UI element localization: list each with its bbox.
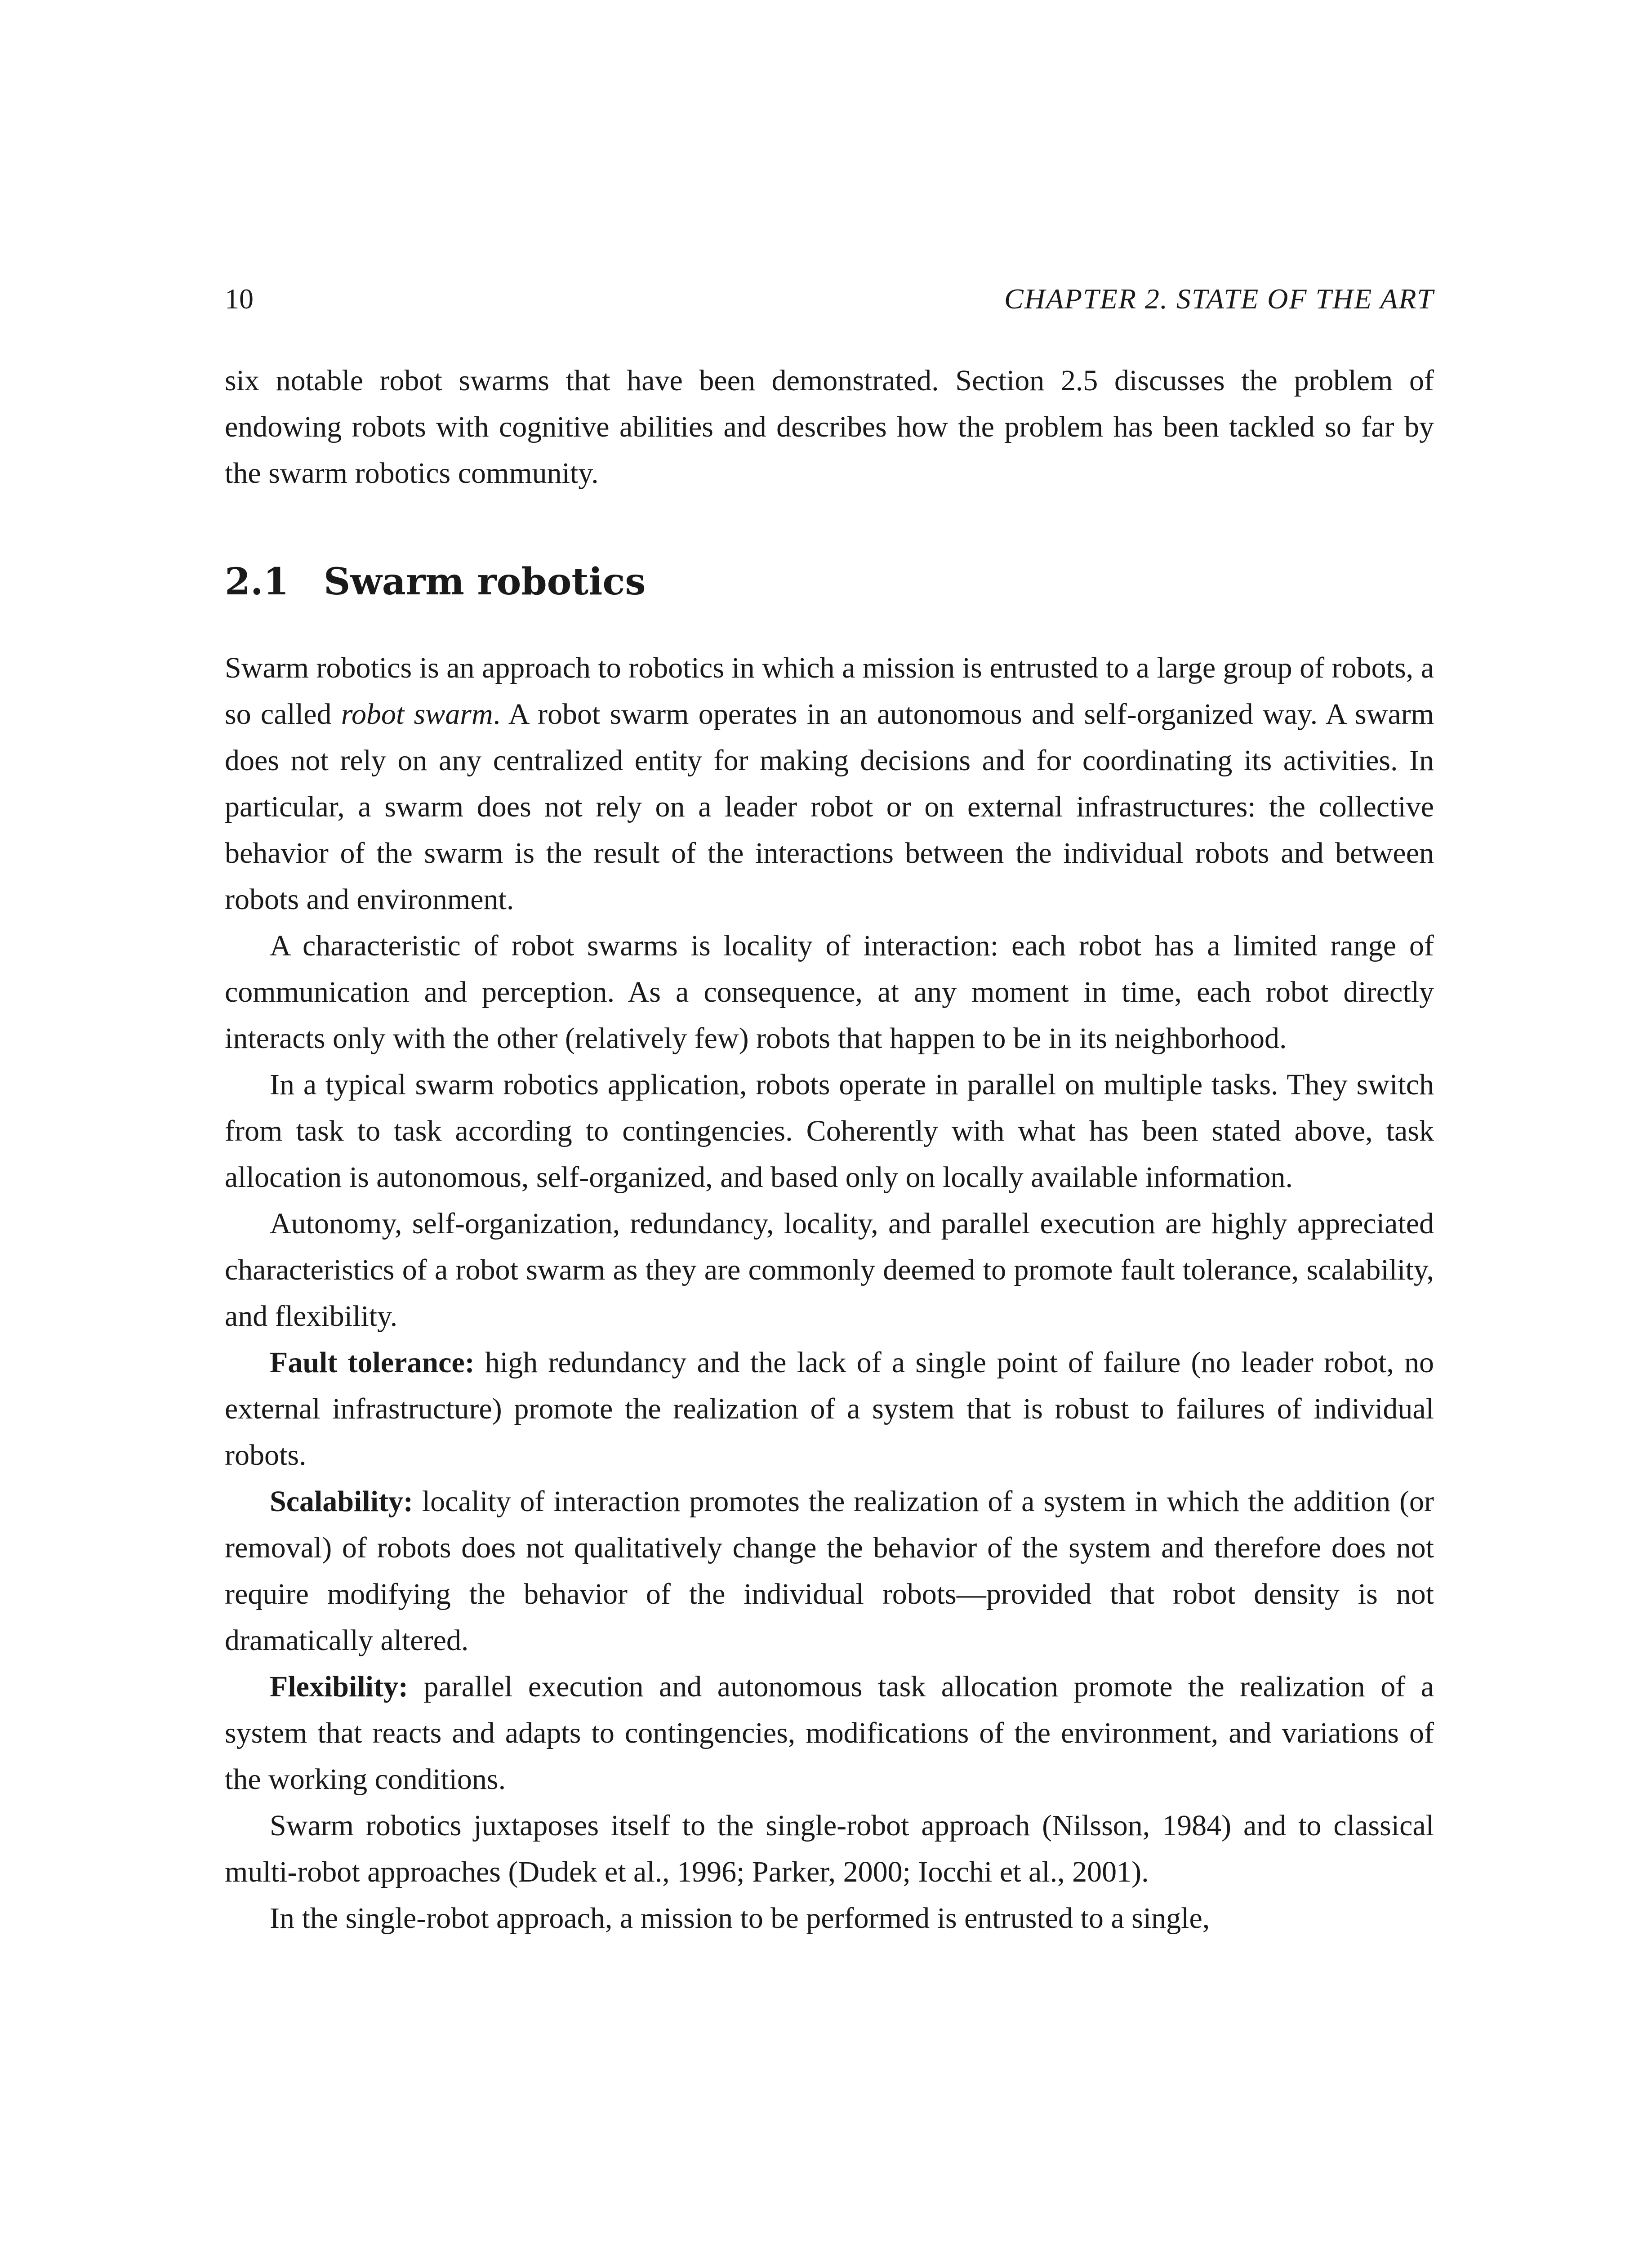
intro-paragraph: six notable robot swarms that have been demonstrated. Section 2.5 discusses the problem of endowing robots with cognitive abilities and describes how the problem has been tackled so far by the swarm robotics community.	[225, 364, 1434, 490]
paragraph-fault-tolerance	[225, 1339, 1434, 1478]
running-header	[225, 279, 1434, 319]
paragraph-text: parallel execution and autonomous task allocation promote the realization of a system that reacts and adapts to contingencies, modifications of the environment, and variations of the working conditions.	[225, 1670, 1434, 1796]
section-title: Swarm robotics	[324, 560, 646, 603]
paragraph-text: . A robot swarm operates in an autonomous and self-organized way. A swarm does not rely on any centralized entity for making decisions and for coordinating its activities. In particular, a swarm does not rely on a leader robot or on external infrastructures: the collective behavior of the swarm is the result of the interactions between the individual robots and between robots and environment.	[225, 698, 1434, 916]
paragraph-text: locality of interaction promotes the realization of a system in which the addition (or removal) of robots does not qualitatively change the behavior of the system and therefore does not require modifying the behavior of the individual robots—provided that robot density is not dramatically altered.	[225, 1485, 1434, 1657]
paragraph-text: high redundancy and the lack of a single point of failure (no leader robot, no external infrastructure) promote the realization of a system that is robust to failures of individual robots.	[225, 1346, 1434, 1472]
term-fault-tolerance: Fault tolerance:	[270, 1346, 475, 1379]
term-flexibility: Flexibility:	[270, 1670, 408, 1703]
term-scalability: Scalability:	[270, 1485, 414, 1518]
emphasized-term: robot swarm	[341, 698, 493, 731]
paragraph-task-allocation: In a typical swarm robotics application, robots operate in parallel on multiple tasks. They switch from task to task according to contingencies. Coherently with what has been stated above, task allocation is autonomous, self-organized, and based only on locally available information.	[225, 1068, 1434, 1194]
body-text	[225, 357, 1434, 1941]
page-number: 10	[225, 283, 254, 315]
chapter-running-title: CHAPTER 2. STATE OF THE ART	[1004, 283, 1434, 315]
paragraph-text: Swarm robotics is an approach to robotics in which a mission is entrusted to a large group of robots, a so called	[225, 651, 1434, 731]
paragraph-flexibility	[225, 1664, 1434, 1802]
paragraph-swarm-definition	[225, 645, 1434, 923]
paragraph-characteristics: Autonomy, self-organization, redundancy, locality, and parallel execution are highly appreciated characteristics of a robot swarm as they are commonly deemed to promote fault tolerance, scalability, and flexibility.	[225, 1207, 1434, 1333]
section-number: 2.1	[225, 560, 289, 603]
paragraph-comparison: Swarm robotics juxtaposes itself to the single-robot approach (Nilsson, 1984) and to classical multi-robot approaches (Dudek et al., 1996; Parker, 2000; Iocchi et al., 2001).	[225, 1809, 1434, 1888]
section-heading	[225, 555, 1434, 609]
paragraph-locality: A characteristic of robot swarms is locality of interaction: each robot has a limited range of communication and perception. As a consequence, at any moment in time, each robot directly interacts only with the other (relatively few) robots that happen to be in its neighborhood.	[225, 929, 1434, 1055]
paragraph-scalability	[225, 1478, 1434, 1664]
paragraph-single-robot: In the single-robot approach, a mission to be performed is entrusted to a single,	[270, 1902, 1210, 1935]
